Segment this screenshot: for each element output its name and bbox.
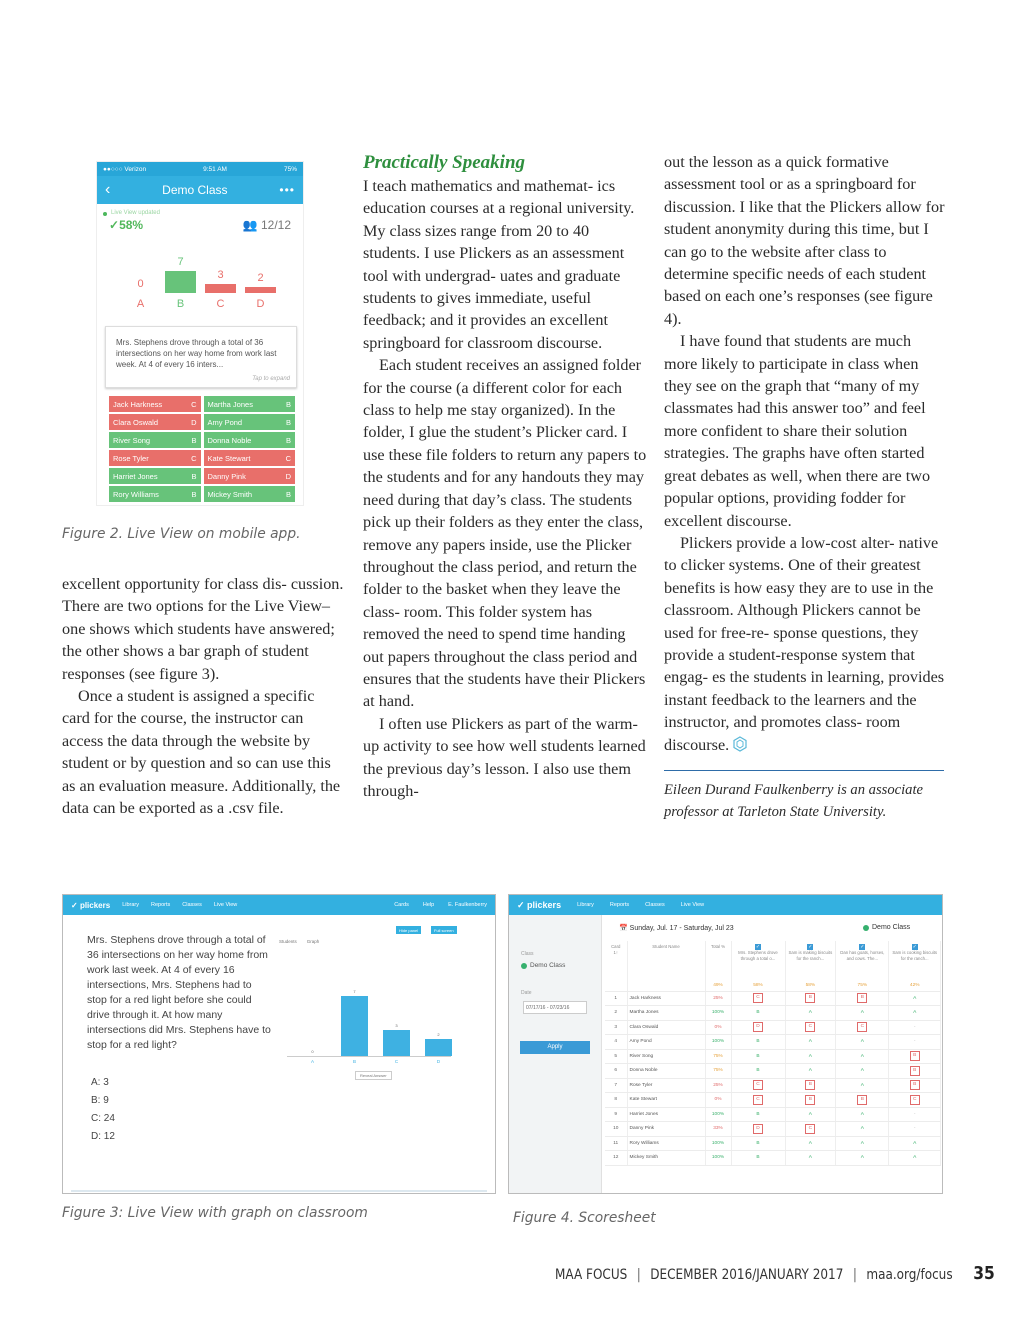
figure-3-classroom-screenshot bbox=[62, 894, 496, 1194]
answer-cell: A bbox=[836, 1122, 889, 1137]
paragraph: I teach mathematics and mathemat- ics education courses at a regional university. My class sizes range from 20 to 40 students. I use Plickers as an assessment tool with undergrad- uates and graduate students to gives immediate, useful feedback; and it provides an excellent springboard for classroom discourse. bbox=[363, 177, 635, 352]
answer-cell: A bbox=[785, 1006, 836, 1021]
back-arrow-icon[interactable]: ‹ bbox=[105, 181, 111, 198]
question-preview-text: Mrs. Stephens drove through a total of 36 intersections on her way home from work last week. At 4 of every 16 inters... bbox=[116, 338, 277, 369]
phone-status-bar bbox=[97, 162, 303, 176]
student-response-cell[interactable] bbox=[109, 396, 201, 412]
answer-cell bbox=[889, 1064, 941, 1079]
student-answer: B bbox=[285, 435, 291, 445]
table-row[interactable] bbox=[605, 1093, 941, 1108]
percent-correct: ✓58% bbox=[109, 218, 144, 232]
answer-cell bbox=[785, 991, 836, 1006]
answer-cell bbox=[836, 1093, 889, 1108]
answer-cell: B bbox=[731, 1049, 785, 1064]
date-range-input[interactable]: 07/17/16 - 07/23/16 bbox=[523, 1001, 587, 1014]
answer-cell: A bbox=[785, 1064, 836, 1079]
answer-cell bbox=[836, 1020, 889, 1035]
answer-cell: - bbox=[889, 1107, 941, 1122]
student-name: Harriet Jones bbox=[627, 1107, 705, 1122]
paragraph: excellent opportunity for class dis- cussion. There are two options for the Live View–one shows which students have answered; the other shows a bar graph of student responses (see figure 3). bbox=[62, 575, 344, 683]
student-name: Danny Pink bbox=[627, 1122, 705, 1137]
end-of-article-icon bbox=[732, 736, 748, 752]
student-name: River Song bbox=[113, 435, 151, 445]
page-footer bbox=[555, 1263, 995, 1287]
answer-cell: A bbox=[889, 991, 941, 1006]
answer-cell bbox=[731, 1122, 785, 1137]
more-options-icon[interactable]: ••• bbox=[279, 183, 295, 197]
table-row[interactable] bbox=[605, 1020, 941, 1035]
answer-cell bbox=[785, 1122, 836, 1137]
student-answer: B bbox=[191, 471, 197, 481]
wrong-answer-badge: D bbox=[753, 1124, 763, 1134]
column-header-total[interactable]: Total % bbox=[705, 941, 731, 981]
figure-2-caption: Figure 2. Live View on mobile app. bbox=[62, 526, 301, 542]
answer-cell bbox=[785, 1093, 836, 1108]
tab-students[interactable]: Students bbox=[279, 939, 297, 944]
bar-value-c: 3 bbox=[217, 269, 224, 281]
students-answered: 👥 12/12 bbox=[242, 218, 291, 232]
graph-bar-label-c: C bbox=[394, 1059, 399, 1064]
wrong-answer-badge: C bbox=[910, 1095, 920, 1105]
student-response-cell[interactable] bbox=[204, 396, 296, 412]
student-response-cell[interactable] bbox=[204, 486, 296, 502]
graph-axis bbox=[287, 1056, 451, 1057]
student-response-cell[interactable] bbox=[204, 450, 296, 466]
checkbox-icon[interactable]: ✓ bbox=[912, 944, 917, 950]
wrong-answer-badge: C bbox=[805, 1124, 815, 1134]
website-url: maa.org/focus bbox=[866, 1267, 953, 1283]
bar-c bbox=[205, 284, 236, 293]
answer-cell: - bbox=[889, 1020, 941, 1035]
student-response-cell[interactable] bbox=[204, 468, 296, 484]
card-number: 4 bbox=[605, 1035, 627, 1050]
graph-bar-value-d: 2 bbox=[437, 1032, 440, 1037]
answer-cell: A bbox=[889, 1006, 941, 1021]
paragraph: Each student receives an assigned folder for the course (a different color for each class to help me stay organized). In the folder, I glue the student’s Plicker card. I use these file folders to return any papers to the students and for any handouts they may need during that day’s class. The students pick up their folders as they enter the class, remove any papers inside, use the Plicker throughout the class period, and return the folder to the basket when they leave the class- room. This folder system has removed the need to spend time handing out papers throughout the class period and ensures that the students have their Plickers at hand. bbox=[363, 356, 647, 711]
class-selector[interactable]: Demo Class bbox=[521, 962, 565, 969]
student-name: River Song bbox=[627, 1049, 705, 1064]
bar-label-c: C bbox=[216, 298, 225, 310]
student-answer: C bbox=[285, 453, 291, 463]
article-column-2 bbox=[363, 151, 647, 802]
answer-cell: A bbox=[836, 1151, 889, 1166]
battery: 75% bbox=[283, 165, 297, 173]
column-header-question[interactable]: ✓ Mrs. Stephens drove through a total o... bbox=[731, 941, 785, 981]
answer-cell: B bbox=[731, 1006, 785, 1021]
figure-2-phone-screenshot bbox=[96, 161, 304, 506]
answer-cell: A bbox=[836, 1035, 889, 1050]
answer-cell: A bbox=[785, 1049, 836, 1064]
apply-button[interactable]: Apply bbox=[520, 1041, 590, 1054]
bar-label-d: D bbox=[256, 298, 265, 310]
answer-cell bbox=[836, 991, 889, 1006]
section-heading: Practically Speaking bbox=[363, 152, 526, 173]
answer-cell: B bbox=[731, 1151, 785, 1166]
student-name: Harriet Jones bbox=[113, 471, 158, 481]
answer-cell: - bbox=[889, 1122, 941, 1137]
student-response-cell[interactable] bbox=[109, 450, 201, 466]
graph-bar-value-b: 7 bbox=[353, 989, 356, 994]
class-color-icon bbox=[521, 963, 527, 969]
paragraph: out the lesson as a quick formative assessment tool or as a springboard for discussion. I like that the Plickers allow for student anonymity during this time, but I can go to the website after class to determine specific needs of each student based on each one’s responses (see figure 4). bbox=[664, 153, 945, 328]
answer-cell: - bbox=[889, 1035, 941, 1050]
issue-date: DECEMBER 2016/JANUARY 2017 bbox=[650, 1267, 844, 1283]
column-header-question[interactable]: ✓ Dan has goats, horses, and cows. The... bbox=[836, 941, 889, 981]
class-title: Demo Class bbox=[162, 183, 228, 197]
checkbox-icon[interactable]: ✓ bbox=[860, 944, 865, 950]
bar-value-b: 7 bbox=[177, 256, 184, 268]
nav-item-library[interactable]: Library bbox=[577, 902, 594, 908]
answer-option-b: B: 9 bbox=[91, 1095, 109, 1106]
live-view-status: Live View updated bbox=[97, 204, 303, 216]
student-response-cell[interactable] bbox=[109, 468, 201, 484]
answer-cell: A bbox=[836, 1078, 889, 1093]
nav-item-library[interactable]: Library bbox=[122, 902, 139, 908]
question-percent: 75% bbox=[836, 981, 889, 991]
answer-cell: B bbox=[731, 1064, 785, 1079]
plickers-logo[interactable]: ✓ plickers bbox=[517, 899, 562, 910]
table-row[interactable] bbox=[605, 991, 941, 1006]
class-badge: Demo Class bbox=[863, 924, 910, 931]
answer-option-a: A: 3 bbox=[91, 1077, 109, 1088]
percent-correct-row bbox=[605, 981, 941, 991]
horizontal-scrollbar[interactable] bbox=[71, 1190, 487, 1192]
plickers-nav-bar bbox=[63, 895, 495, 915]
answer-cell: B bbox=[731, 1107, 785, 1122]
answer-cell bbox=[889, 1078, 941, 1093]
answer-cell bbox=[731, 1078, 785, 1093]
question-text: Mrs. Stephens drove through a total of 36 intersections on her way home from work last week. At 4 of every 16 intersections, Mrs. Stephens had to stop for a red light before she could drive through it. At how many intersections did Mrs. Stephens have to stop for a red light? bbox=[87, 934, 271, 1051]
paragraph: I often use Plickers as part of the warm-up activity to see how well students learned the previous day’s lesson. I also use them through- bbox=[363, 714, 646, 800]
answer-cell: A bbox=[889, 1151, 941, 1166]
full-screen-button[interactable]: Full screen bbox=[431, 926, 457, 934]
table-row[interactable] bbox=[605, 1064, 941, 1079]
figure-3-caption: Figure 3: Live View with graph on classroom bbox=[62, 1205, 368, 1221]
question-preview-card[interactable] bbox=[105, 326, 297, 388]
figure-4-scoresheet-screenshot bbox=[508, 894, 943, 1194]
answer-cell: A bbox=[836, 1136, 889, 1151]
student-answer: B bbox=[285, 489, 291, 499]
card-number: 11 bbox=[605, 1136, 627, 1151]
answer-cell bbox=[785, 1078, 836, 1093]
bar-value-d: 2 bbox=[257, 272, 264, 284]
wrong-answer-badge: B bbox=[805, 993, 815, 1003]
wrong-answer-badge: C bbox=[857, 1022, 867, 1032]
answer-cell bbox=[889, 1049, 941, 1064]
answer-cell: A bbox=[785, 1136, 836, 1151]
table-row[interactable] bbox=[605, 1136, 941, 1151]
response-bar-chart bbox=[97, 232, 303, 324]
student-response-cell[interactable] bbox=[109, 432, 201, 448]
student-name: Kate Stewart bbox=[207, 453, 251, 463]
answer-cell: B bbox=[731, 1136, 785, 1151]
paragraph: Plickers provide a low-cost alter- native to clicker systems. One of their greatest benefits is how easy they are to use in the classroom. Although Plickers cannot be used for free-re- sponse questions, they provide a student-response system that engag- es the students in learning, provides instant feedback to the learners and the instructor, and promotes class- room discourse. bbox=[664, 533, 945, 754]
graph-bar-label-a: A bbox=[310, 1059, 314, 1064]
answer-cell: B bbox=[731, 1035, 785, 1050]
answer-cell bbox=[731, 1093, 785, 1108]
answer-cell bbox=[731, 991, 785, 1006]
scoresheet-table bbox=[605, 941, 941, 1166]
student-total: 0% bbox=[705, 1020, 731, 1035]
wrong-answer-badge: B bbox=[857, 993, 867, 1003]
student-total: 100% bbox=[705, 1006, 731, 1021]
student-total: 100% bbox=[705, 1151, 731, 1166]
graph-bar-value-c: 3 bbox=[395, 1023, 398, 1028]
student-response-grid bbox=[109, 396, 295, 502]
view-tabs bbox=[279, 939, 319, 944]
question-percent: 42% bbox=[889, 981, 941, 991]
reveal-answer-button[interactable]: Reveal Answer bbox=[355, 1071, 392, 1080]
student-total: 75% bbox=[705, 1049, 731, 1064]
graph-bar-c bbox=[383, 1030, 410, 1056]
wrong-answer-badge: C bbox=[753, 1095, 763, 1105]
answer-cell bbox=[785, 1020, 836, 1035]
student-name: Amy Pond bbox=[207, 417, 243, 427]
answer-cell bbox=[889, 1093, 941, 1108]
card-number: 3 bbox=[605, 1020, 627, 1035]
student-name: Danny Pink bbox=[207, 471, 246, 481]
wrong-answer-badge: B bbox=[805, 1095, 815, 1105]
column-header-card[interactable]: Card 1↑ bbox=[605, 941, 627, 981]
card-number: 5 bbox=[605, 1049, 627, 1064]
answer-cell: A bbox=[836, 1064, 889, 1079]
student-name: Rory Williams bbox=[113, 489, 159, 499]
column-header-question[interactable]: ✓ Sam is making biscuits for the ranch... bbox=[785, 941, 836, 981]
student-answer: B bbox=[285, 399, 291, 409]
footer-separator: | bbox=[852, 1267, 857, 1283]
nav-item-reports[interactable]: Reports bbox=[609, 902, 630, 908]
answer-cell: A bbox=[836, 1006, 889, 1021]
clock: 9:51 AM bbox=[203, 165, 227, 173]
student-name: Mickey Smith bbox=[627, 1151, 705, 1166]
nav-item-live-view[interactable]: Live View bbox=[680, 902, 705, 908]
wrong-answer-badge: C bbox=[753, 993, 763, 1003]
student-answer: C bbox=[191, 453, 197, 463]
student-total: 25% bbox=[705, 1078, 731, 1093]
wrong-answer-badge: D bbox=[753, 1022, 763, 1032]
student-total: 25% bbox=[705, 991, 731, 1006]
graph-bar-b bbox=[341, 996, 368, 1056]
tap-to-expand: Tap to expand bbox=[252, 376, 290, 382]
student-response-cell[interactable] bbox=[204, 432, 296, 448]
author-note: Eileen Durand Faulkenberry is an associate professor at Tarleton State University. bbox=[664, 781, 923, 821]
answer-cell: A bbox=[836, 1107, 889, 1122]
class-color-icon bbox=[863, 925, 869, 931]
column-header-question[interactable]: ✓ Sam is cooking biscuits for the ranch... bbox=[889, 941, 941, 981]
table-row[interactable] bbox=[605, 1122, 941, 1137]
student-total: 33% bbox=[705, 1122, 731, 1137]
bar-b bbox=[165, 271, 196, 293]
wrong-answer-badge: B bbox=[910, 1066, 920, 1076]
card-number: 8 bbox=[605, 1093, 627, 1108]
student-name: Kate Stewart bbox=[627, 1093, 705, 1108]
paragraph: I have found that students are much more likely to participate in class when they see on the graph that “many of my classmates had this answer too” and feel more confident to share their solution strategies. The graphs have often started great debates as well, when there are two popular options, providing fodder for excellent discourse. bbox=[664, 332, 931, 530]
student-name: Jack Harkness bbox=[113, 399, 163, 409]
student-answer: D bbox=[191, 417, 197, 427]
student-response-cell[interactable] bbox=[204, 414, 296, 430]
week-range: 📅 Sunday, Jul. 17 - Saturday, Jul 23 bbox=[619, 925, 734, 932]
card-number: 9 bbox=[605, 1107, 627, 1122]
nav-item-classes[interactable]: Classes bbox=[645, 902, 665, 908]
hide-panel-button[interactable]: Hide panel bbox=[396, 926, 421, 934]
graph-bar-d bbox=[425, 1039, 452, 1056]
student-name: Rose Tyler bbox=[627, 1078, 705, 1093]
figure-4-caption: Figure 4. Scoresheet bbox=[513, 1210, 656, 1226]
table-row[interactable] bbox=[605, 1035, 941, 1050]
student-answer: D bbox=[285, 471, 291, 481]
bar-d bbox=[245, 287, 276, 293]
answer-cell: A bbox=[889, 1136, 941, 1151]
total-percent: 49% bbox=[705, 981, 731, 991]
student-response-cell[interactable] bbox=[109, 486, 201, 502]
article-column-3 bbox=[664, 151, 948, 824]
bar-value-a: 0 bbox=[137, 278, 144, 290]
class-label: Class bbox=[521, 951, 534, 957]
student-answer: C bbox=[191, 399, 197, 409]
date-label: Date bbox=[521, 990, 532, 996]
nav-item-user[interactable]: E. Faulkenberry bbox=[448, 902, 487, 908]
wrong-answer-badge: C bbox=[805, 1022, 815, 1032]
nav-item-classes[interactable]: Classes bbox=[182, 902, 202, 908]
student-name: Donna Noble bbox=[627, 1064, 705, 1079]
nav-item-cards[interactable]: Cards bbox=[394, 902, 409, 908]
graph-bar-label-b: B bbox=[352, 1059, 356, 1064]
student-name: Mickey Smith bbox=[207, 489, 253, 499]
table-row[interactable] bbox=[605, 1151, 941, 1166]
student-total: 100% bbox=[705, 1136, 731, 1151]
live-dot-icon bbox=[103, 212, 107, 216]
plickers-nav-bar bbox=[509, 895, 942, 915]
nav-item-help[interactable]: Help bbox=[422, 902, 435, 908]
table-row[interactable] bbox=[605, 1078, 941, 1093]
student-answer: B bbox=[191, 489, 197, 499]
tab-graph[interactable]: Graph bbox=[306, 939, 320, 944]
bar-label-b: B bbox=[176, 298, 185, 310]
student-name: Donna Noble bbox=[207, 435, 252, 445]
answer-cell: A bbox=[785, 1107, 836, 1122]
answer-cell: A bbox=[836, 1049, 889, 1064]
card-number: 7 bbox=[605, 1078, 627, 1093]
graph-bar-label-d: D bbox=[436, 1059, 441, 1064]
carrier: ●●○○○ Verizon bbox=[103, 165, 147, 173]
card-number: 1 bbox=[605, 991, 627, 1006]
student-total: 0% bbox=[705, 1093, 731, 1108]
card-number: 12 bbox=[605, 1151, 627, 1166]
question-percent: 58% bbox=[785, 981, 836, 991]
student-name: Amy Pond bbox=[627, 1035, 705, 1050]
card-number: 6 bbox=[605, 1064, 627, 1079]
wrong-answer-badge: B bbox=[910, 1080, 920, 1090]
card-number: 10 bbox=[605, 1122, 627, 1137]
student-name: Rose Tyler bbox=[113, 453, 149, 463]
column-header-student-name[interactable]: Student Name bbox=[627, 941, 705, 981]
student-name: Martha Jones bbox=[627, 1006, 705, 1021]
answer-option-c: C: 24 bbox=[91, 1113, 115, 1124]
student-name: Rory Williams bbox=[627, 1136, 705, 1151]
question-percent: 58% bbox=[731, 981, 785, 991]
card-number: 2 bbox=[605, 1006, 627, 1021]
nav-item-reports[interactable]: Reports bbox=[151, 902, 171, 908]
footer-separator: | bbox=[636, 1267, 641, 1283]
answer-cell bbox=[731, 1020, 785, 1035]
wrong-answer-badge: B bbox=[910, 1051, 920, 1061]
wrong-answer-badge: C bbox=[753, 1080, 763, 1090]
checkbox-icon[interactable]: ✓ bbox=[808, 944, 813, 950]
table-row[interactable] bbox=[605, 1049, 941, 1064]
answer-cell: A bbox=[785, 1151, 836, 1166]
student-response-cell[interactable] bbox=[109, 414, 201, 430]
student-total: 75% bbox=[705, 1064, 731, 1079]
student-name: Clara Oswald bbox=[113, 417, 159, 427]
nav-item-live-view[interactable]: Live View bbox=[213, 902, 238, 908]
plickers-logo[interactable]: ✓ plickers bbox=[71, 900, 111, 910]
author-divider bbox=[664, 770, 944, 771]
student-name: Jack Harkness bbox=[627, 991, 705, 1006]
page-number: 35 bbox=[973, 1263, 995, 1284]
student-answer: B bbox=[285, 417, 291, 427]
student-name: Martha Jones bbox=[207, 399, 253, 409]
table-row[interactable] bbox=[605, 1107, 941, 1122]
bar-label-a: A bbox=[136, 298, 145, 310]
student-name: Clara Oswald bbox=[627, 1020, 705, 1035]
student-total: 100% bbox=[705, 1107, 731, 1122]
graph-bar-value-a: 0 bbox=[311, 1049, 314, 1054]
checkbox-icon[interactable]: ✓ bbox=[755, 944, 761, 950]
paragraph: Once a student is assigned a specific card for the course, the instructor can access the data through the website by student or by question and so can use this as an evaluation measure. Additionally, the data can be exported as a .csv file. bbox=[62, 687, 341, 818]
table-row[interactable] bbox=[605, 1006, 941, 1021]
student-total: 100% bbox=[705, 1035, 731, 1050]
wrong-answer-badge: B bbox=[857, 1095, 867, 1105]
answer-option-d: D: 12 bbox=[91, 1131, 115, 1142]
student-answer: B bbox=[191, 435, 197, 445]
wrong-answer-badge: B bbox=[805, 1080, 815, 1090]
publication-name: MAA FOCUS bbox=[555, 1267, 628, 1283]
article-column-1 bbox=[62, 573, 346, 819]
phone-nav-bar bbox=[97, 176, 303, 204]
answer-cell: A bbox=[785, 1035, 836, 1050]
